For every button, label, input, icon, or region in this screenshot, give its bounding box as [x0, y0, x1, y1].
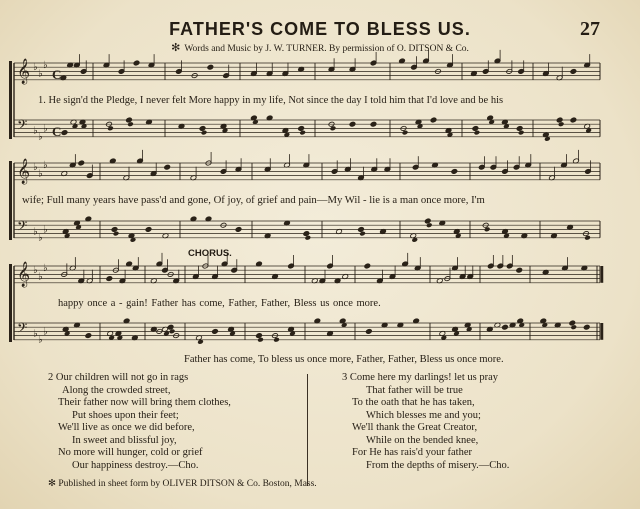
- flat-sign-icon: ♭: [38, 271, 43, 283]
- note-head: [424, 218, 431, 224]
- note-head: [207, 64, 214, 70]
- flat-sign-icon: ♭: [43, 60, 48, 71]
- credit-text: Words and Music by J. W. TURNER. By permission of O. DITSON & Co.: [184, 44, 469, 54]
- flat-sign-icon: ♭: [38, 232, 43, 244]
- bass-clef-icon: 𝄢: [17, 117, 28, 136]
- note-head: [145, 227, 152, 233]
- song-title: FATHER'S COME TO BLESS US.: [169, 19, 471, 39]
- verse-line: In sweet and blissful joy,: [72, 434, 177, 446]
- flat-sign-icon: ♭: [33, 265, 38, 277]
- verse-line: From the depths of misery.—Cho.: [366, 459, 510, 471]
- lyric-line-2: wife; Full many years have pass'd and gone, Of joy, of grief and pain—My Wil - lie is a man once more, I'm: [22, 194, 485, 206]
- flat-sign-icon: ♭: [43, 263, 48, 274]
- verse-line: For He has rais'd your father: [352, 447, 472, 458]
- common-time-icon: C: [52, 124, 62, 139]
- lyric-line-3: happy once a - gain! Father has come, Father, Father, Bless us once more.: [58, 298, 381, 309]
- note-head: [212, 329, 219, 335]
- note-head: [126, 117, 133, 123]
- lyric-line-1: 1. He sign'd the Pledge, I never felt More happy in my life, Not since the day I told him that I'd love and be his: [38, 95, 504, 106]
- note-head: [570, 117, 577, 123]
- note-head: [164, 164, 171, 170]
- flat-sign-icon: ♭: [38, 131, 43, 143]
- note-head: [85, 333, 92, 339]
- flat-sign-icon: ♭: [33, 62, 38, 74]
- verse-line: Their father now will bring them clothes,: [58, 397, 231, 408]
- verse-line: We'll live as once we did before,: [58, 422, 195, 433]
- flat-sign-icon: ♭: [43, 326, 48, 338]
- treble-clef-icon: 𝄞: [17, 159, 31, 184]
- note-head: [303, 231, 310, 237]
- verse-line: Along the crowded street,: [62, 384, 171, 396]
- note-head: [256, 333, 263, 339]
- flat-sign-icon: ♭: [38, 334, 43, 346]
- note-head: [556, 117, 563, 123]
- note-head: [349, 121, 356, 127]
- note-head: [366, 329, 373, 335]
- note-head: [235, 227, 242, 233]
- verse-line: 2 Our children will not go in rags: [48, 372, 189, 383]
- verse-line: Our happiness destroy.—Cho.: [72, 459, 199, 471]
- lyric-line-4: Father has come, To bless us once more, Father, Father, Bless us once more.: [184, 354, 504, 365]
- note-head: [583, 324, 590, 330]
- page-number: 27: [580, 18, 600, 40]
- note-head: [472, 126, 479, 132]
- note-head: [516, 267, 523, 273]
- asterisk-icon: ✻: [171, 42, 181, 54]
- note-head: [61, 130, 68, 136]
- flat-sign-icon: ♭: [33, 226, 38, 238]
- note-head: [111, 227, 118, 233]
- bass-clef-icon: 𝄢: [17, 320, 28, 339]
- note-head: [364, 263, 371, 269]
- flat-sign-icon: ♭: [33, 125, 38, 137]
- flat-sign-icon: ♭: [43, 160, 48, 171]
- note-head: [516, 126, 523, 132]
- chorus-label: CHORUS.: [188, 248, 232, 259]
- verse-divider: [307, 374, 308, 486]
- note-head: [78, 160, 85, 166]
- note-head: [502, 324, 509, 330]
- common-time-icon: C: [52, 67, 62, 82]
- treble-clef-icon: 𝄞: [17, 262, 31, 287]
- verse-line: We'll thank the Great Creator,: [352, 422, 478, 433]
- note-head: [451, 169, 458, 175]
- system-brace: [9, 264, 12, 342]
- verse-3: [342, 372, 509, 472]
- flat-sign-icon: ♭: [43, 224, 48, 236]
- verse-line: Which blesses me and you;: [366, 409, 481, 421]
- verse-2: [48, 372, 231, 472]
- flat-sign-icon: ♭: [33, 162, 38, 174]
- flat-sign-icon: ♭: [33, 328, 38, 340]
- note-head: [106, 276, 113, 282]
- note-head: [358, 227, 365, 233]
- note-head: [298, 126, 305, 132]
- verse-line: No more will hunger, cold or grief: [58, 447, 203, 458]
- system-brace: [9, 61, 12, 139]
- verse-line: While on the bended knee,: [366, 434, 479, 446]
- verse-line: That father will be true: [366, 384, 463, 396]
- note-head: [370, 121, 377, 127]
- treble-clef-icon: 𝄞: [17, 59, 31, 84]
- system-brace: [9, 161, 12, 240]
- verse-line: Put shoes upon their feet;: [72, 409, 179, 421]
- publisher-footnote: ✻ Published in sheet form by OLIVER DITSON & Co. Boston, Mass.: [48, 479, 317, 489]
- flat-sign-icon: ♭: [38, 68, 43, 80]
- flat-sign-icon: ♭: [43, 123, 48, 135]
- flat-sign-icon: ♭: [38, 168, 43, 180]
- note-head: [133, 60, 140, 66]
- verse-line: To the oath that he has taken,: [352, 397, 475, 408]
- note-head: [570, 69, 577, 75]
- verse-line: 3 Come here my darlings! let us pray: [342, 372, 499, 383]
- note-head: [167, 324, 174, 330]
- bass-clef-icon: 𝄢: [17, 218, 28, 237]
- note-head: [430, 117, 437, 123]
- note-head: [569, 320, 576, 326]
- note-head: [199, 126, 206, 132]
